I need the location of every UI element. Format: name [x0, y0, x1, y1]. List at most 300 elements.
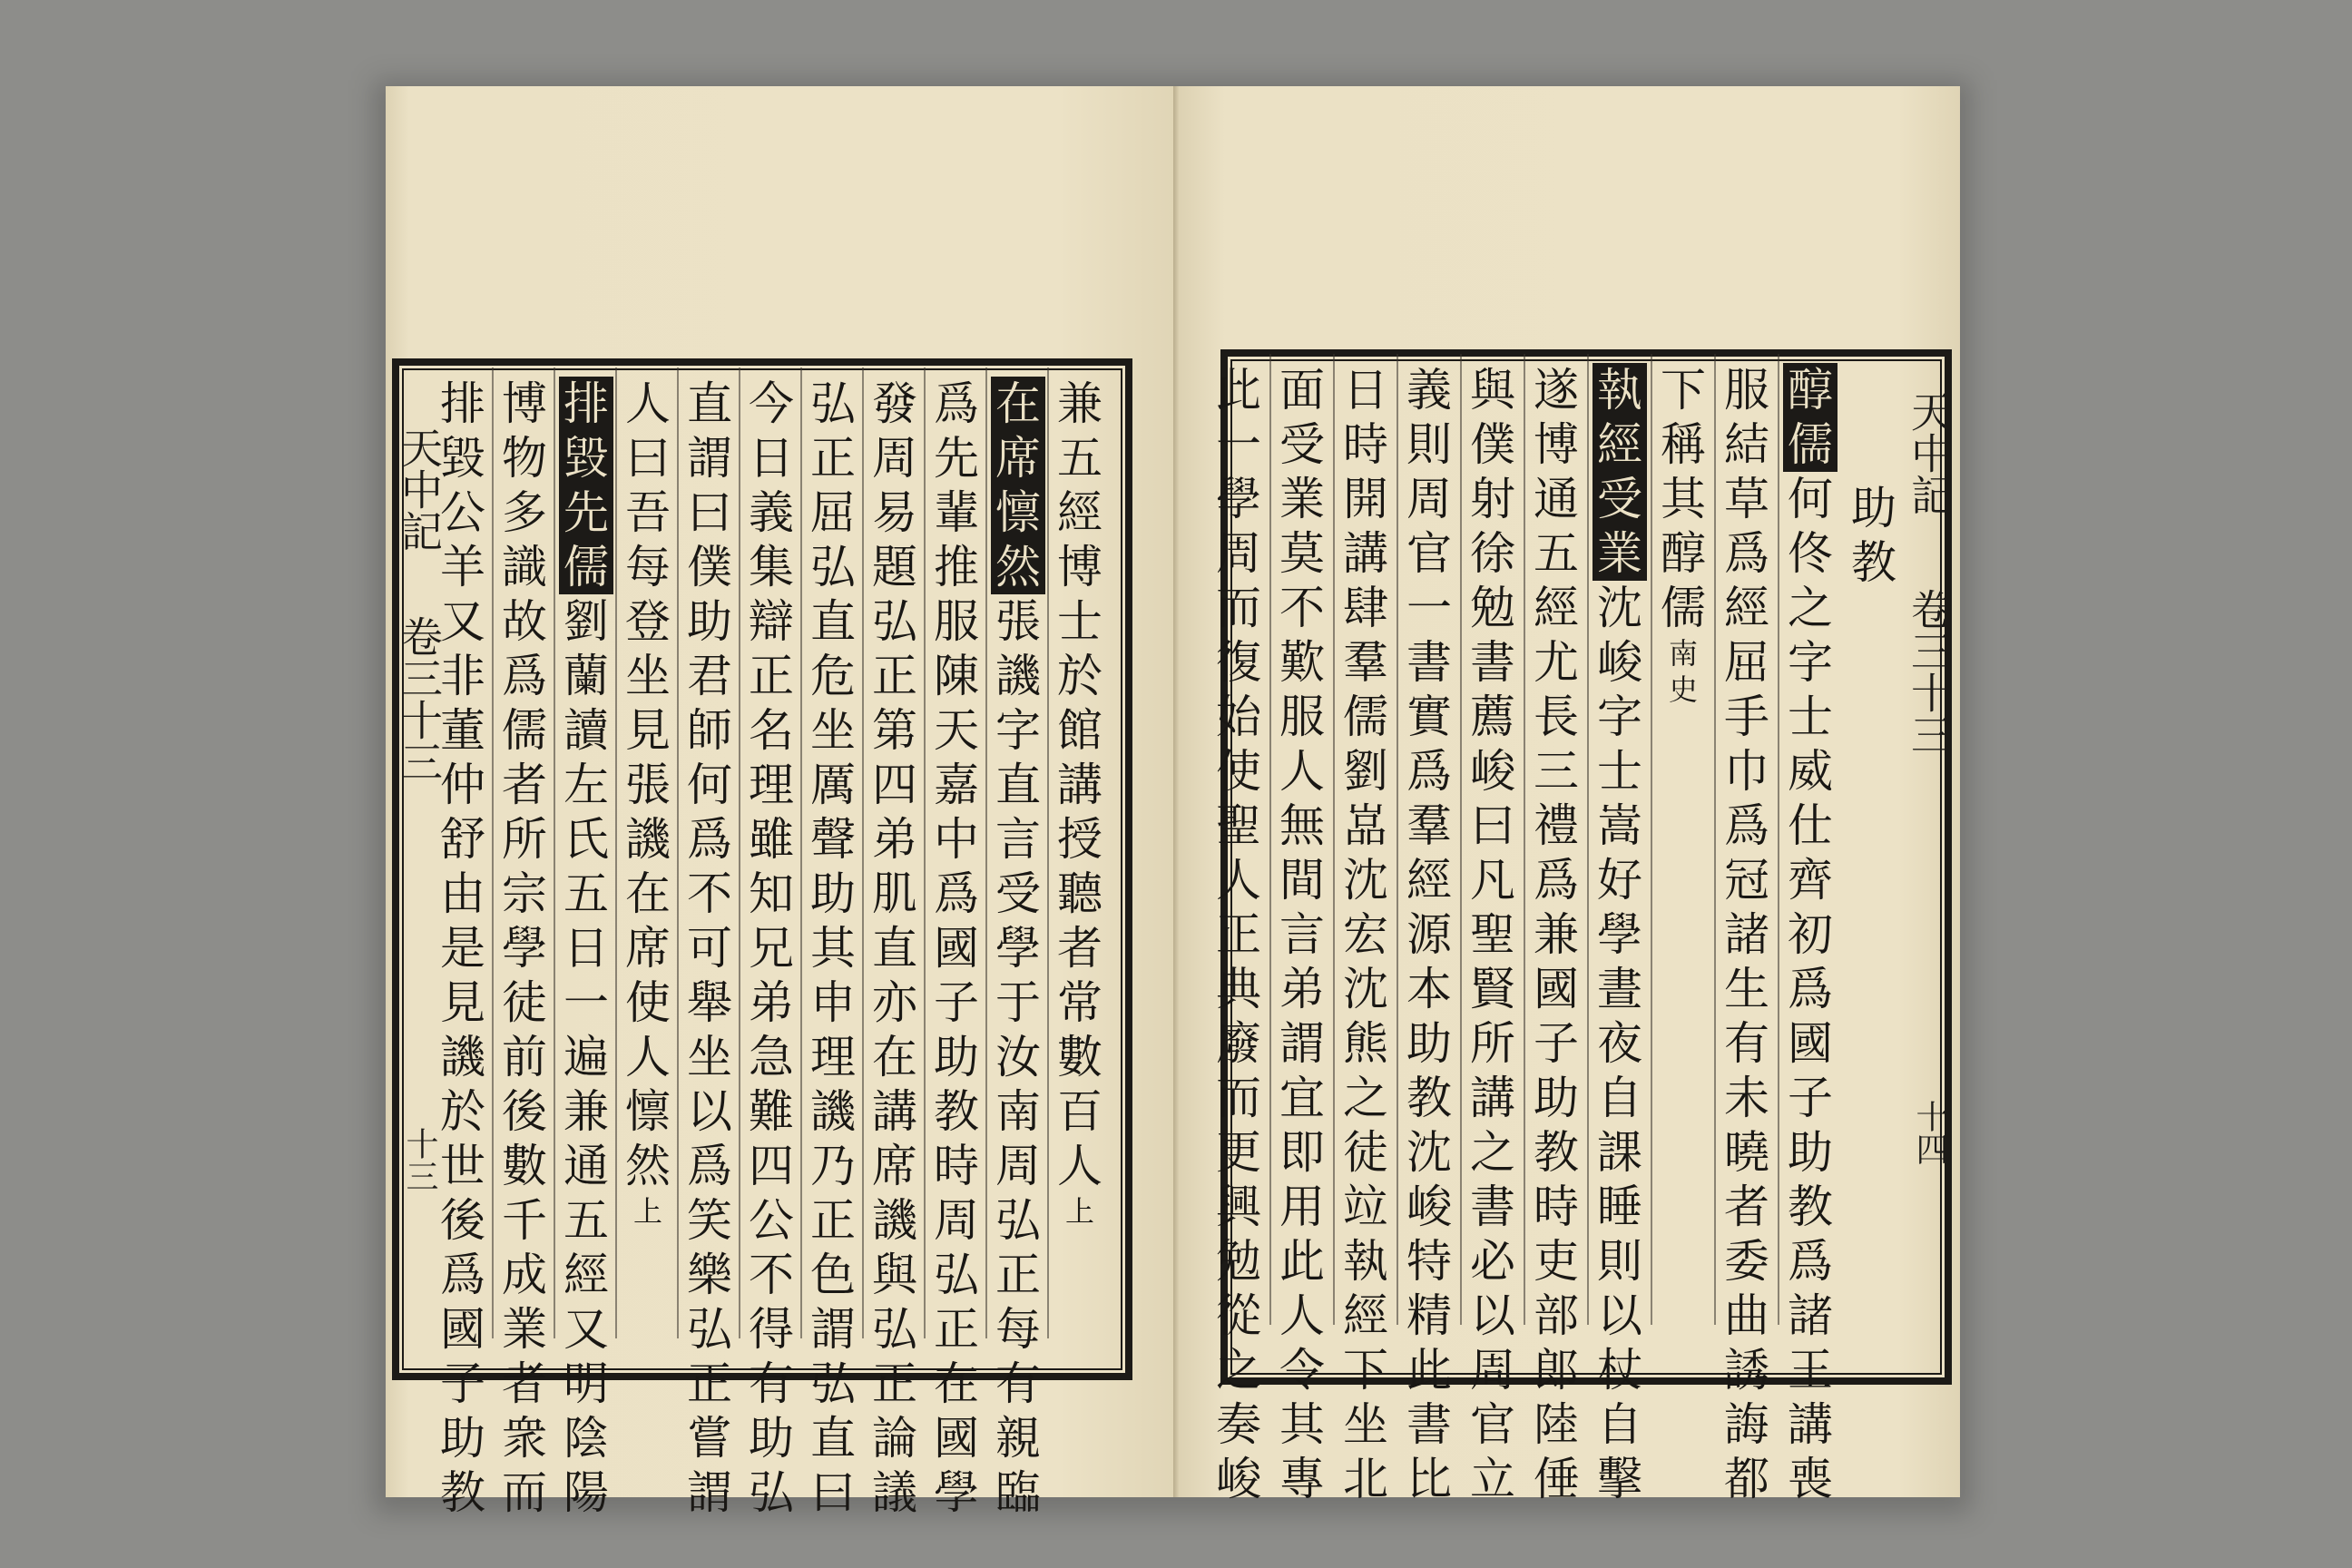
text-char: 面: [1279, 364, 1325, 416]
text-char: 而: [1216, 582, 1261, 634]
text-char: 董: [440, 704, 485, 757]
text-char: 四: [872, 759, 917, 811]
column-text: [682, 377, 737, 1520]
spine-title: 天中記: [1905, 390, 1954, 515]
text-char: 一: [1406, 582, 1452, 634]
text-char: 劉: [1343, 745, 1388, 798]
text-char: 每: [625, 541, 671, 593]
text-char: 學: [502, 922, 547, 975]
text-char: 開: [1343, 473, 1388, 525]
text-char: 手: [1724, 691, 1769, 743]
text-char: 正: [810, 432, 856, 485]
text-char: 宗: [502, 867, 547, 920]
text-char: 聖: [1470, 908, 1515, 961]
right-column: [1338, 363, 1393, 1506]
text-char: 陳: [934, 650, 979, 702]
text-char: 學: [995, 922, 1041, 975]
text-char: 直: [995, 759, 1041, 811]
text-char: 使: [625, 976, 671, 1029]
right-column: [1720, 363, 1774, 1506]
text-char: 舒: [440, 813, 485, 866]
column-rule: [862, 368, 864, 1338]
text-char: 席: [625, 922, 671, 975]
text-char: 更: [1216, 1126, 1261, 1179]
text-char: 題: [872, 541, 917, 593]
text-char: 其: [810, 922, 856, 975]
text-char: 峻: [1470, 745, 1515, 798]
column-text: [1529, 363, 1583, 1506]
text-char: 杖: [1597, 1344, 1642, 1396]
text-char: 生: [1724, 963, 1769, 1015]
text-char: 結: [1724, 418, 1769, 471]
text-char: 則: [1406, 418, 1452, 471]
text-char: 坐: [810, 704, 856, 757]
text-char: 其: [1661, 473, 1706, 525]
text-char: 冠: [1724, 854, 1769, 906]
text-char: 識: [502, 541, 547, 593]
source-note: [1656, 635, 1710, 708]
text-char: 義: [1406, 364, 1452, 416]
text-char: 教: [440, 1466, 485, 1519]
highlighted-label: [1592, 363, 1647, 581]
text-char: 辯: [749, 595, 794, 648]
text-char: 謂: [687, 432, 732, 485]
text-char: 博: [1057, 541, 1102, 593]
text-char: 奏: [1216, 1398, 1261, 1451]
text-char: 服: [1724, 364, 1769, 416]
text-char: 何: [1788, 473, 1833, 525]
text-char: 物: [502, 432, 547, 485]
text-char: 儒: [1343, 691, 1388, 743]
text-char: 弘: [810, 377, 856, 430]
text-char: 誨: [1724, 1398, 1769, 1451]
highlighted-label: [991, 377, 1045, 594]
text-char: 之: [1470, 1126, 1515, 1179]
text-char: 下: [1661, 364, 1706, 416]
text-char: 書: [1406, 636, 1452, 689]
text-char: 弘: [995, 1194, 1041, 1247]
text-char: 周: [1216, 527, 1261, 580]
text-char: 此: [1406, 1344, 1452, 1396]
text-char: 比: [1406, 1453, 1452, 1505]
left-column: [929, 377, 984, 1520]
text-char: 爲: [934, 867, 979, 920]
text-char: 精: [1406, 1289, 1452, 1342]
text-char: 助: [440, 1412, 485, 1465]
text-char: 子: [440, 1357, 485, 1410]
right-column: [1465, 363, 1520, 1506]
text-char: 推: [934, 541, 979, 593]
text-char: 樂: [687, 1249, 732, 1301]
text-char: 易: [872, 486, 917, 539]
text-char: 公: [749, 1194, 794, 1247]
left-column: [621, 377, 675, 1230]
text-char: 專: [1279, 1453, 1325, 1505]
text-char: 弟: [872, 813, 917, 866]
text-char: 特: [1406, 1235, 1452, 1288]
text-char: 擊: [1597, 1453, 1642, 1505]
text-char: 而: [502, 1466, 547, 1519]
text-char: 服: [1279, 691, 1325, 743]
column-text: [806, 377, 860, 1520]
text-char: 沈: [1343, 963, 1388, 1015]
text-char: 受: [995, 867, 1041, 920]
text-char: 笑: [687, 1194, 732, 1247]
text-char: 然: [625, 1140, 671, 1192]
heading-char: 教: [1851, 536, 1896, 589]
text-char: 正: [1216, 908, 1261, 961]
text-char: 一: [1216, 418, 1261, 471]
column-text: [1592, 581, 1647, 1506]
text-char: 經: [1057, 486, 1102, 539]
text-char: 師: [687, 704, 732, 757]
text-char: 危: [810, 650, 856, 702]
text-char: 有: [995, 1357, 1041, 1410]
text-char: 通: [1534, 473, 1579, 525]
text-char: 人: [1057, 1140, 1102, 1192]
note-char: 上: [1064, 1194, 1094, 1229]
text-char: 晝: [1597, 963, 1642, 1015]
text-char: 巾: [1724, 745, 1769, 798]
text-char: 長: [1534, 691, 1579, 743]
right-column: [1783, 363, 1838, 1506]
text-char: 射: [1470, 473, 1515, 525]
text-char: 國: [1788, 1017, 1833, 1070]
text-char: 草: [1724, 473, 1769, 525]
left-column: [867, 377, 922, 1520]
text-char: 陽: [564, 1466, 609, 1519]
right-column: [1656, 363, 1710, 708]
text-char: 羣: [1343, 636, 1388, 689]
text-char: 學: [934, 1466, 979, 1519]
column-text: [1465, 363, 1520, 1506]
column-rule: [1651, 354, 1652, 1325]
left-column: [744, 377, 799, 1520]
text-char: 劉: [564, 595, 609, 648]
label-char: 執: [1592, 363, 1647, 417]
text-char: 時: [1343, 418, 1388, 471]
text-char: 兄: [749, 922, 794, 975]
text-char: 日: [1343, 364, 1388, 416]
text-char: 講: [1343, 527, 1388, 580]
text-char: 在: [934, 1357, 979, 1410]
text-char: 初: [1788, 908, 1833, 961]
text-char: 誘: [1724, 1344, 1769, 1396]
column-rule: [739, 368, 740, 1338]
text-char: 五: [564, 1194, 609, 1247]
text-char: 都: [1724, 1453, 1769, 1505]
label-char: 經: [1592, 417, 1647, 472]
book-gutter: [1173, 86, 1179, 1497]
text-char: 數: [502, 1140, 547, 1192]
text-char: 爲: [1724, 799, 1769, 852]
column-rule: [677, 368, 679, 1338]
text-char: 臨: [995, 1466, 1041, 1519]
text-char: 以: [687, 1085, 732, 1138]
note-char: 上: [632, 1194, 662, 1229]
text-char: 公: [440, 486, 485, 539]
text-char: 南: [995, 1085, 1041, 1138]
text-char: 曰: [1470, 799, 1515, 852]
text-char: 用: [1279, 1181, 1325, 1233]
text-char: 兼: [564, 1085, 609, 1138]
right-spine-heading: [1904, 390, 1955, 1165]
text-char: 弘: [872, 1303, 917, 1356]
text-char: 周: [872, 432, 917, 485]
text-char: 時: [934, 1140, 979, 1192]
text-char: 其: [1279, 1398, 1325, 1451]
column-text: [1656, 363, 1710, 635]
text-char: 爲: [687, 1140, 732, 1192]
text-char: 前: [502, 1031, 547, 1083]
text-char: 好: [1597, 854, 1642, 906]
text-char: 數: [1057, 1031, 1102, 1083]
text-char: 凡: [1470, 854, 1515, 906]
text-char: 無: [1279, 799, 1325, 852]
text-char: 爲: [1788, 1235, 1833, 1288]
column-text: [559, 594, 613, 1520]
column-rule: [1524, 354, 1525, 1325]
text-char: 急: [749, 1031, 794, 1083]
text-char: 不: [749, 1249, 794, 1301]
text-char: 士: [1788, 691, 1833, 743]
text-char: 曲: [1724, 1289, 1769, 1342]
text-char: 於: [440, 1085, 485, 1138]
column-text: [1275, 363, 1329, 1506]
text-char: 申: [810, 976, 856, 1029]
text-char: 則: [1597, 1235, 1642, 1288]
text-char: 委: [1724, 1235, 1769, 1288]
text-char: 醇: [1661, 527, 1706, 580]
column-text: [991, 594, 1045, 1520]
text-char: 官: [1406, 527, 1452, 580]
text-char: 懔: [625, 1085, 671, 1138]
text-char: 知: [749, 867, 794, 920]
column-rule: [1778, 354, 1779, 1325]
text-char: 教: [1406, 1072, 1452, 1124]
column-rule: [492, 368, 494, 1338]
text-char: 睡: [1597, 1181, 1642, 1233]
column-rule: [924, 368, 926, 1338]
text-char: 爲: [1406, 745, 1452, 798]
text-char: 仲: [440, 759, 485, 811]
text-char: 一: [564, 976, 609, 1029]
text-char: 而: [1216, 1072, 1261, 1124]
text-char: 又: [564, 1303, 609, 1356]
text-char: 明: [564, 1357, 609, 1410]
text-char: 受: [1279, 418, 1325, 471]
text-char: 日: [564, 922, 609, 975]
text-char: 講: [1788, 1398, 1833, 1451]
note-char: 史: [1668, 672, 1698, 707]
label-char: 毀: [559, 431, 613, 485]
text-char: 與: [872, 1249, 917, 1301]
text-char: 正: [934, 1303, 979, 1356]
text-char: 聖: [1216, 799, 1261, 852]
text-char: 執: [1343, 1235, 1388, 1288]
text-char: 即: [1279, 1126, 1325, 1179]
right-column: [1275, 363, 1329, 1506]
label-char: 席: [991, 431, 1045, 485]
note-char: 南: [1668, 636, 1698, 671]
text-char: 名: [749, 704, 794, 757]
text-char: 于: [995, 976, 1041, 1029]
text-char: 未: [1724, 1072, 1769, 1124]
text-char: 峻: [1406, 1181, 1452, 1233]
text-char: 曰: [625, 432, 671, 485]
text-char: 書: [1470, 1181, 1515, 1233]
text-char: 自: [1597, 1398, 1642, 1451]
text-char: 輩: [934, 486, 979, 539]
text-char: 見: [440, 976, 485, 1029]
text-char: 典: [1216, 963, 1261, 1015]
text-char: 竝: [1343, 1181, 1388, 1233]
text-char: 難: [749, 1085, 794, 1138]
text-char: 登: [625, 595, 671, 648]
text-char: 薦: [1470, 691, 1515, 743]
text-char: 以: [1470, 1289, 1515, 1342]
text-char: 讀: [564, 704, 609, 757]
text-char: 爲: [440, 1249, 485, 1301]
text-char: 正: [872, 650, 917, 702]
text-char: 國: [440, 1303, 485, 1356]
column-text: [436, 377, 490, 1520]
text-char: 直: [810, 1412, 856, 1465]
source-note: [1053, 1193, 1107, 1230]
text-char: 張: [995, 595, 1041, 648]
text-char: 兼: [1057, 377, 1102, 430]
text-char: 言: [995, 813, 1041, 866]
text-char: 遂: [1534, 364, 1579, 416]
text-char: 立: [1470, 1453, 1515, 1505]
text-char: 之: [1343, 1072, 1388, 1124]
text-char: 常: [1057, 976, 1102, 1029]
text-char: 弘: [934, 1249, 979, 1301]
text-char: 助: [1534, 1072, 1579, 1124]
column-text: [1211, 363, 1266, 1506]
text-char: 正: [995, 1249, 1041, 1301]
text-char: 助: [934, 1031, 979, 1083]
text-char: 授: [1057, 813, 1102, 866]
text-char: 徒: [502, 976, 547, 1029]
text-char: 坐: [687, 1031, 732, 1083]
text-char: 子: [1534, 1017, 1579, 1070]
text-char: 沈: [1406, 1126, 1452, 1179]
text-char: 周: [1470, 1344, 1515, 1396]
text-char: 譏: [995, 650, 1041, 702]
text-char: 直: [872, 922, 917, 975]
text-char: 周: [1406, 473, 1452, 525]
text-char: 張: [625, 759, 671, 811]
text-char: 者: [1057, 922, 1102, 975]
text-char: 爲: [502, 650, 547, 702]
text-char: 中: [934, 813, 979, 866]
text-char: 實: [1406, 691, 1452, 743]
label-char: 業: [1592, 526, 1647, 581]
text-char: 百: [1057, 1085, 1102, 1138]
column-rule: [985, 368, 987, 1338]
text-char: 人: [1279, 745, 1325, 798]
text-char: 沈: [1597, 582, 1642, 634]
right-column: [1529, 363, 1583, 1506]
text-char: 者: [502, 759, 547, 811]
text-char: 爲: [934, 377, 979, 430]
text-char: 謂: [810, 1303, 856, 1356]
left-column: [806, 377, 860, 1520]
highlighted-label: [559, 377, 613, 594]
text-char: 弟: [749, 976, 794, 1029]
text-char: 不: [687, 867, 732, 920]
text-char: 之: [1216, 1344, 1261, 1396]
text-char: 衆: [502, 1412, 547, 1465]
text-char: 又: [440, 595, 485, 648]
text-char: 天: [934, 704, 979, 757]
text-char: 嘗: [687, 1412, 732, 1465]
text-char: 經: [1406, 854, 1452, 906]
text-char: 部: [1534, 1289, 1579, 1342]
column-text: [1053, 377, 1107, 1193]
text-char: 千: [502, 1194, 547, 1247]
text-char: 莫: [1279, 527, 1325, 580]
text-char: 勉: [1470, 582, 1515, 634]
text-char: 吏: [1534, 1235, 1579, 1288]
text-char: 書: [1470, 636, 1515, 689]
column-rule: [1333, 354, 1335, 1325]
label-char: 先: [559, 485, 613, 540]
text-char: 與: [1470, 364, 1515, 416]
text-char: 不: [1279, 582, 1325, 634]
text-char: 學: [1216, 473, 1261, 525]
column-rule: [800, 368, 802, 1338]
text-char: 尤: [1534, 636, 1579, 689]
column-rule: [1460, 354, 1462, 1325]
text-char: 通: [564, 1140, 609, 1192]
text-char: 色: [810, 1249, 856, 1301]
text-char: 夜: [1597, 1017, 1642, 1070]
text-char: 譏: [810, 1085, 856, 1138]
text-char: 集: [749, 541, 794, 593]
text-char: 吾: [625, 486, 671, 539]
text-char: 人: [1279, 1289, 1325, 1342]
left-column: [991, 377, 1045, 1520]
text-char: 國: [934, 922, 979, 975]
text-char: 五: [1534, 527, 1579, 580]
text-char: 此: [1279, 1235, 1325, 1288]
text-char: 賢: [1470, 963, 1515, 1015]
text-char: 屈: [1724, 636, 1769, 689]
spine-page: 十四: [1911, 1100, 1948, 1165]
label-char: 在: [991, 377, 1045, 431]
text-char: 爲: [1724, 527, 1769, 580]
column-text: [1402, 363, 1456, 1506]
text-char: 有: [1724, 1017, 1769, 1070]
text-char: 氏: [564, 813, 609, 866]
text-char: 謂: [687, 1466, 732, 1519]
text-char: 僕: [687, 541, 732, 593]
spine-title: 天中記: [395, 426, 444, 552]
text-char: 正: [687, 1357, 732, 1410]
source-note: [621, 1193, 675, 1230]
text-char: 屈: [810, 486, 856, 539]
text-char: 教: [1788, 1181, 1833, 1233]
text-char: 學: [1597, 908, 1642, 961]
left-column: [436, 377, 490, 1520]
text-char: 徒: [1343, 1126, 1388, 1179]
text-char: 北: [1343, 1453, 1388, 1505]
text-char: 國: [1534, 963, 1579, 1015]
text-char: 弘: [872, 595, 917, 648]
column-text: [1338, 363, 1393, 1506]
